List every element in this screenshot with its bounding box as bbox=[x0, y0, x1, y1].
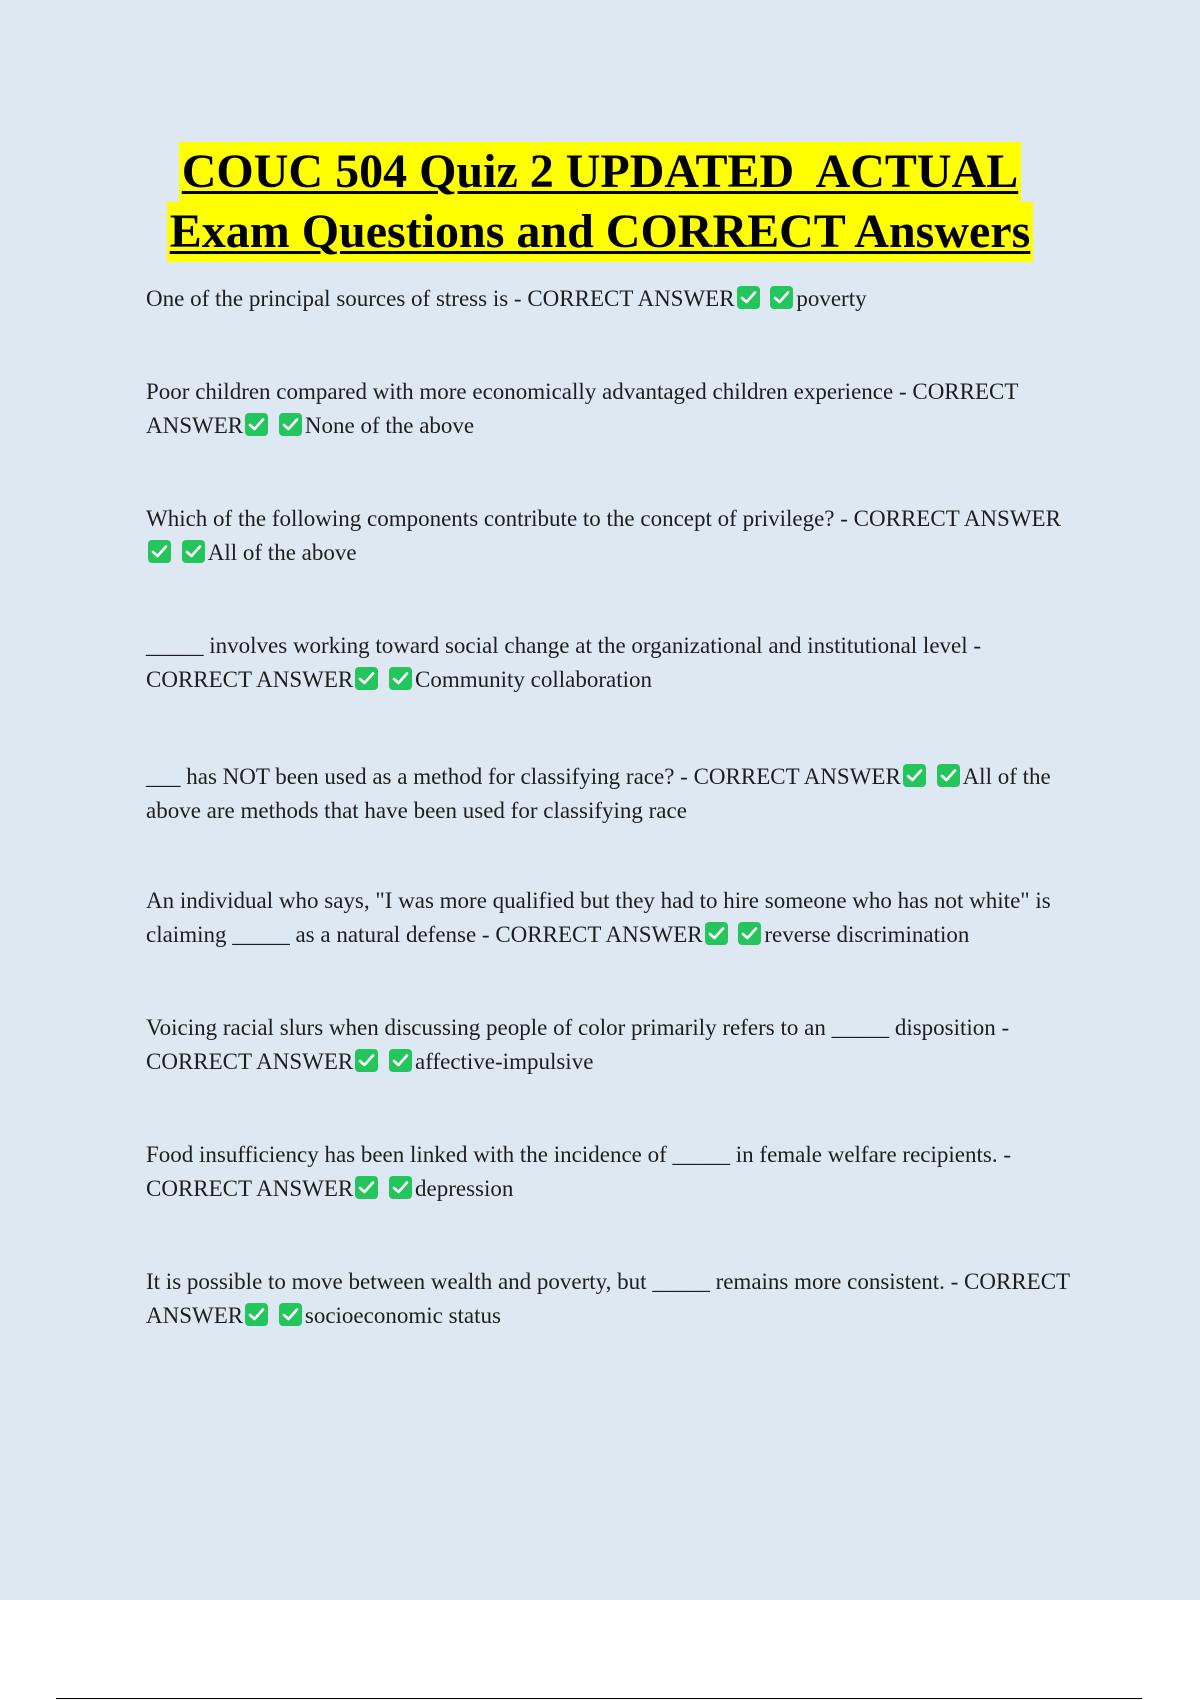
check-icon bbox=[903, 764, 926, 787]
qa-item bbox=[146, 375, 1086, 443]
answer-text: depression bbox=[415, 1176, 514, 1201]
qa-item bbox=[146, 760, 1086, 828]
check-icon bbox=[355, 667, 378, 690]
qa-item bbox=[146, 502, 1086, 570]
check-icon bbox=[148, 540, 171, 563]
question-text: It is possible to move between wealth and poverty, but _____ remains more consistent. - CORRECT ANSWER bbox=[146, 1269, 1075, 1328]
answer-text: poverty bbox=[796, 286, 867, 311]
document-title bbox=[0, 142, 1200, 262]
qa-item bbox=[146, 1011, 1086, 1079]
check-icon bbox=[182, 540, 205, 563]
title-line-2: Exam Questions and CORRECT Answers bbox=[167, 202, 1034, 262]
check-icon bbox=[245, 1303, 268, 1326]
question-text: An individual who says, "I was more qualified but they had to hire someone who has not white" is claiming _____ as a natural defense - CORRECT ANSWER bbox=[146, 888, 1057, 947]
answer-text: Community collaboration bbox=[415, 667, 652, 692]
check-icon bbox=[389, 667, 412, 690]
answer-text: affective-impulsive bbox=[415, 1049, 594, 1074]
question-text: _____ involves working toward social change at the organizational and institutional level - CORRECT ANSWER bbox=[146, 633, 987, 692]
question-text: One of the principal sources of stress is - CORRECT ANSWER bbox=[146, 286, 735, 311]
qa-item bbox=[146, 884, 1086, 952]
check-icon bbox=[737, 286, 760, 309]
question-text: Food insufficiency has been linked with the incidence of _____ in female welfare recipients. - CORRECT ANSWER bbox=[146, 1142, 1017, 1201]
check-icon bbox=[245, 413, 268, 436]
footer-rule bbox=[56, 1698, 1142, 1699]
question-text: ___ has NOT been used as a method for classifying race? - CORRECT ANSWER bbox=[146, 764, 901, 789]
check-icon bbox=[389, 1176, 412, 1199]
answer-text: reverse discrimination bbox=[764, 922, 970, 947]
question-text: Poor children compared with more economically advantaged children experience - CORRECT ANSWER bbox=[146, 379, 1023, 438]
qa-item bbox=[146, 282, 1086, 316]
qa-item bbox=[146, 629, 1086, 697]
check-icon bbox=[770, 286, 793, 309]
answer-text: None of the above bbox=[304, 413, 475, 438]
check-icon bbox=[355, 1176, 378, 1199]
question-text: Voicing racial slurs when discussing people of color primarily refers to an _____ disposition - CORRECT ANSWER bbox=[146, 1015, 1015, 1074]
title-line-1: COUC 504 Quiz 2 UPDATED ACTUAL bbox=[179, 142, 1021, 202]
answer-text: socioeconomic status bbox=[304, 1303, 501, 1328]
answer-text: All of the above are methods that have been used for classifying race bbox=[146, 764, 1057, 823]
qa-item bbox=[146, 1138, 1086, 1206]
check-icon bbox=[279, 413, 302, 436]
check-icon bbox=[738, 922, 761, 945]
answer-text: All of the above bbox=[207, 540, 357, 565]
check-icon bbox=[279, 1303, 302, 1326]
check-icon bbox=[389, 1049, 412, 1072]
check-icon bbox=[937, 764, 960, 787]
check-icon bbox=[355, 1049, 378, 1072]
qa-item bbox=[146, 1265, 1086, 1333]
question-text: Which of the following components contribute to the concept of privilege? - CORRECT ANSWER bbox=[146, 506, 1061, 531]
check-icon bbox=[705, 922, 728, 945]
